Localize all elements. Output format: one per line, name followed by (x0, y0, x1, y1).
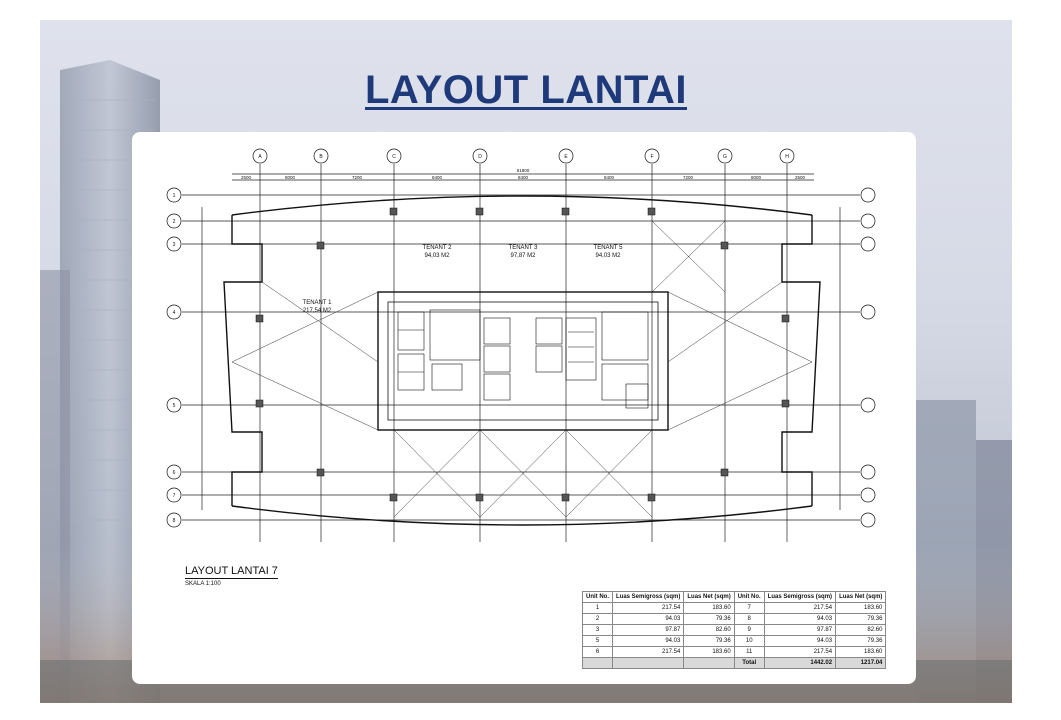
table-cell-empty (613, 658, 684, 669)
table-row (583, 625, 886, 636)
total-net: 1217.04 (836, 658, 886, 669)
dimension-label: 2500 (240, 175, 252, 180)
table-row (583, 647, 886, 658)
grid-label-top: D (478, 154, 482, 160)
table-cell: 2 (583, 614, 613, 625)
col-header: Luas Net (sqm) (836, 592, 886, 603)
dimension-label: 8400 (517, 175, 529, 180)
dimension-label: 8400 (431, 175, 443, 180)
grid-label-top: A (258, 154, 262, 160)
grid-label-left: 2 (172, 219, 176, 225)
grid-label-top: G (723, 154, 727, 160)
table-header-row (583, 592, 886, 603)
plan-caption (185, 565, 278, 587)
dimension-label: 7200 (682, 175, 694, 180)
tenant-1-name: TENANT 1 (302, 300, 332, 306)
tenant-3-area: 97,87 M2 (510, 253, 536, 259)
floor-plan-card (132, 132, 916, 684)
page-title: LAYOUT LANTAI (364, 68, 688, 112)
table-cell: 6 (583, 647, 613, 658)
table-cell: 79.36 (836, 614, 886, 625)
plan-caption-title: LAYOUT LANTAI 7 (185, 565, 278, 577)
grid-label-top: C (392, 154, 396, 160)
grid-label-left: 1 (172, 193, 176, 199)
table-cell: 217.54 (613, 647, 684, 658)
grid-label-top: H (785, 154, 789, 160)
table-cell: 3 (583, 625, 613, 636)
grid-label-left: 3 (172, 242, 176, 248)
col-header: Luas Semigross (sqm) (764, 592, 835, 603)
tenant-2-name: TENANT 2 (422, 245, 452, 251)
col-header: Unit No. (734, 592, 764, 603)
tenant-5-name: TENANT 5 (593, 245, 623, 251)
table-cell: 1 (583, 603, 613, 614)
table-cell: 97.87 (613, 625, 684, 636)
table-cell: 217.54 (764, 647, 835, 658)
table-cell: 94.03 (764, 614, 835, 625)
table-row (583, 636, 886, 647)
table-cell: 7 (734, 603, 764, 614)
grid-label-top: B (319, 154, 323, 160)
total-semigross: 1442.02 (764, 658, 835, 669)
grid-label-left: 8 (172, 518, 176, 524)
table-cell: 183.60 (836, 603, 886, 614)
table-cell: 217.54 (613, 603, 684, 614)
tenant-5-area: 94,03 M2 (595, 253, 621, 259)
col-header: Unit No. (583, 592, 613, 603)
dimension-label: 7200 (351, 175, 363, 180)
table-cell: 11 (734, 647, 764, 658)
grid-label-top: E (564, 154, 568, 160)
table-total-row (583, 658, 886, 669)
table-cell-empty (684, 658, 734, 669)
table-cell: 79.36 (684, 614, 734, 625)
total-label: Total (734, 658, 764, 669)
table-cell: 183.60 (684, 603, 734, 614)
dimension-label: 2500 (794, 175, 806, 180)
table-row (583, 614, 886, 625)
unit-area-table (582, 591, 886, 669)
dimension-label: 8400 (603, 175, 615, 180)
dimension-label: 8000 (284, 175, 296, 180)
tenant-3-name: TENANT 3 (508, 245, 538, 251)
dimension-label: 8000 (750, 175, 762, 180)
overall-dimension: 51800 (516, 168, 530, 173)
table-cell: 217.54 (764, 603, 835, 614)
table-cell: 79.36 (684, 636, 734, 647)
floor-plan-drawing (132, 132, 916, 572)
grid-label-left: 4 (172, 310, 176, 316)
table-cell: 79.36 (836, 636, 886, 647)
table-cell-empty (583, 658, 613, 669)
col-header: Luas Net (sqm) (684, 592, 734, 603)
table-cell: 94.03 (764, 636, 835, 647)
col-header: Luas Semigross (sqm) (613, 592, 684, 603)
slide (40, 20, 1012, 703)
table-row (583, 603, 886, 614)
grid-label-left: 7 (172, 493, 176, 499)
plan-caption-scale: SKALA 1:100 (185, 581, 221, 587)
table-cell: 5 (583, 636, 613, 647)
table-cell: 82.60 (836, 625, 886, 636)
grid-label-top: F (650, 154, 654, 160)
table-cell: 183.60 (836, 647, 886, 658)
tenant-1-area: 217,54 M2 (302, 308, 332, 314)
grid-label-left: 6 (172, 470, 176, 476)
table-cell: 94.03 (613, 636, 684, 647)
grid-label-left: 5 (172, 403, 176, 409)
tenant-2-area: 94,03 M2 (424, 253, 450, 259)
table-cell: 9 (734, 625, 764, 636)
table-cell: 94.03 (613, 614, 684, 625)
table-cell: 97.87 (764, 625, 835, 636)
table-cell: 8 (734, 614, 764, 625)
table-cell: 10 (734, 636, 764, 647)
table-cell: 183.60 (684, 647, 734, 658)
table-cell: 82.60 (684, 625, 734, 636)
